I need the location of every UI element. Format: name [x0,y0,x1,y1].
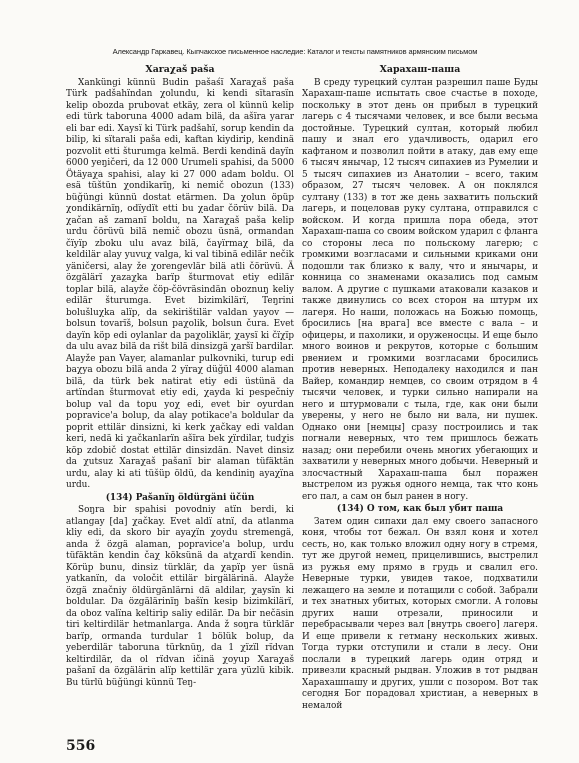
subheading-translation: (134) О том, как был убит паша [336,504,504,514]
paragraph-translation-1: В среду турецкий султан разрешил паше Буды Харахаш-паше испытать свое счастье в походе, поскольку в этот день он прибыл в турецкий лагерь с 4 тысячами человек, и все были весьма достойные. Турецкий султан, который любил пашу и знал его удачливость, одарил его кафтаном и позволил пойти в атаку, дав ему еще 6 тысяч янычар, 12 тысяч сипахиев из Румелии и 5 тысяч сипахиев из Анатолии – всего, таким образом, 27 тысяч человек. А он поклялся султану (133) в тот же день захватить польский лагерь, и поцеловав руку султана, отправился с войском. И когда пришла пора обеда, этот Харахаш-паша со своим войском ударил с фланга со стороны леса по польскому лагерю; с громкими возгласами и сильными криками они подошли так близко к валу, что и янычары, и конница со знаменами оказались под самым валом. А другие с пушками атаковали казаков и также двинулись со всех сторон на штурм их лагеря. Но наши, положась на Божью помощь, бросились [на врага] все вместе с вала – и офицеры, и пахолики, и оруженосцы. И еще было много воинов и рекрутов, которые с большим рвением и громкими возгласами бросились против неверных. Неподалеку находился и пан Вайер, командир немцев, со своим отрядом в 4 тысячи человек, и турки сильно напирали на него и штурмовали с тыла, где, как они были уверены, у него не было ни вала, ни пушек. Однако они [немцы] сразу построились и так погнали неверных, что тем пришлось бежать назад; они перебили очень многих убегающих и захватили у неверных много добычи. Неверный и злосчастный Харахаш-паша был поражен выстрелом из ружья одного немца, так что конь его пал, а сам он был ранен в ногу. [302,77,538,502]
column-original [66,64,294,689]
column-translation [302,64,538,712]
subheading-original: (134) Pašanïŋ öldürgäni üčün [105,492,255,503]
paragraph-original-2: Soŋra bir spahisi povodniy atïn berdi, ki atlangay [da] χačkay. Evet aldï atnï, da atlanma kliy edi, da skoro bir ayaχïn χoydu stremengä, anda ž özgä alaman, popravice'a bolup, urdu tüfäktän kendin čaχ köksünä da atχardï kendin. Körüp bunu, dinsiz türklär, da χapïp yer üsnä yatkanïn, da voločit ettilär birgälärinä. Alayže özgä značniy öldürgänlärni dä aldilar, χaysïn ki boldular. Da özgälärinïŋ bašïn kesip bizimkilärï, da oboz valïna keltirip saliy edilär. Da bir nečäsin tiri keltirdilär hetmanlarga. Anda ž soŋra türklär barïp, ormanda turdular 1 bölük bolup, da yeberdilär taboruna türknüŋ, da 1 χïzïl rïdvan keltirdilär, da ol rïdvan ičinä χoyup Xaraχaš pašanï da özgälärin alïp kettilär χara yüzlü kibik. Bu türlü büğüngi künnü Teŋ- [66,505,294,688]
section-title-original: Xaraχaš paša [145,64,215,75]
paragraph-original-1: Xanküngi künnü Budin pašaśï Xaraχaš paša Türk padšahïndan χolundu, ki kendi sïtarasïn kelip obozda prubovat etkäy, zera ol künnü kelip edi türk taboruna 4000 adam bilä, da ašïra yarar eli bar edi. Xaysï ki Türk padšahï, sorup kendin da bilip, ki sïtarali paša edi, kaftan kiydirip, kendinä pozvolit etti šturumga kelmä. Berdi kendinä dayïn 6000 yeŋičeri, da 12 000 Urumeli spahisi, da 5000 Ötäyaχa spahisi, alay ki 27 000 adam boldu. Ol esä tüštün χondikarïŋ, ki nemič obozun (133) büğüngi künnü dostat etärmen. Da χolun öpüp χondikärnïŋ, odïydït etti bu χadar čörüv bilä. Da χačan aš zamanï boldu, na Xaraχaš paša kelip urdu čörüvü bilä nemič obozu üsnä, ormandan čïyïp zboku ulu avaz bilä, čaγïrmaχ bilä, da keldilär alay yuvuχ valga, ki val tibinä edilär nečik yäničersi, alay že χorengevlär bilä atli čörüvü. Ä özgälärï χazaχka barïp šturmovat etiy edilär toplar bilä, alayže čöp-čövräsindän oboznuŋ keliy edilär šturumga. Evet bizimkilärï, Teŋrini bolušluχka alïp, da sekirištilär valdan yayov — bolsun tovarïš, bolsun paχolik, bolsun čura. Evet dayïn köp edi oylanlar da paχoliklär, χaysï ki čïχïp da ulu avaz bilä da rišt bilä dinsizgä χaršï bardilar. Alayže pan Vayer, alamanlar pulkovniki, turup edi baχya obozu bilä anda 2 yïraχ düğül 4000 alaman bilä, da türk bek natirat etiy edi üstünä da artïndan šturmovat etiy edi, χayda ki pespečniy bolup val da topu yoχ edi, evet bir oyurdan popravice'a bolup, da alay potikace'a boldular da poprit ettilär dinsizni, ki kerk χačkay edi valdan keri, nedä ki χačkanlarïn ašïra bek χïrdilar, tudχis köp zdobič dostat ettilär dinsizdän. Navet dinsiz da χutsuz Xaraχaš pašanï bir alaman tüfäktän urdu, alay ki ati tüšüp öldü, da kendiniŋ ayaχïna urdu. [66,77,294,490]
paragraph-translation-2: Затем один сипахи дал ему своего запасного коня, чтобы тот бежал. Он взял коня и хотел сесть, но, как только вложил одну ногу в стремя, тут же другой немец, прицелившись, выстрелил из ружья ему прямо в грудь и свалил его. Неверные турки, увидев такое, подхватили лежащего на земле и потащили с собой. Забрали и тех знатных убитых, которых смогли. А головы других наши отрезали, приносили и перебрасывали через вал [внутрь своего] лагеря. И еще привели к гетману нескольких живых. Тогда турки отступили и стали в лесу. Они послали в турецкий лагерь один отряд и привезли красный рыдван. Уложив в тот рыдван Харахашпашу и других, ушли с позором. Вот так сегодня Бог порадовал христиан, а неверных в немалой [302,516,538,711]
page-number: 556 [66,738,96,754]
running-header: Александр Гаркавец. Кыпчакское письменное наследие: Каталог и тексты памятников армянским письмом [112,47,478,56]
section-title-translation: Харахаш-паша [379,64,461,75]
